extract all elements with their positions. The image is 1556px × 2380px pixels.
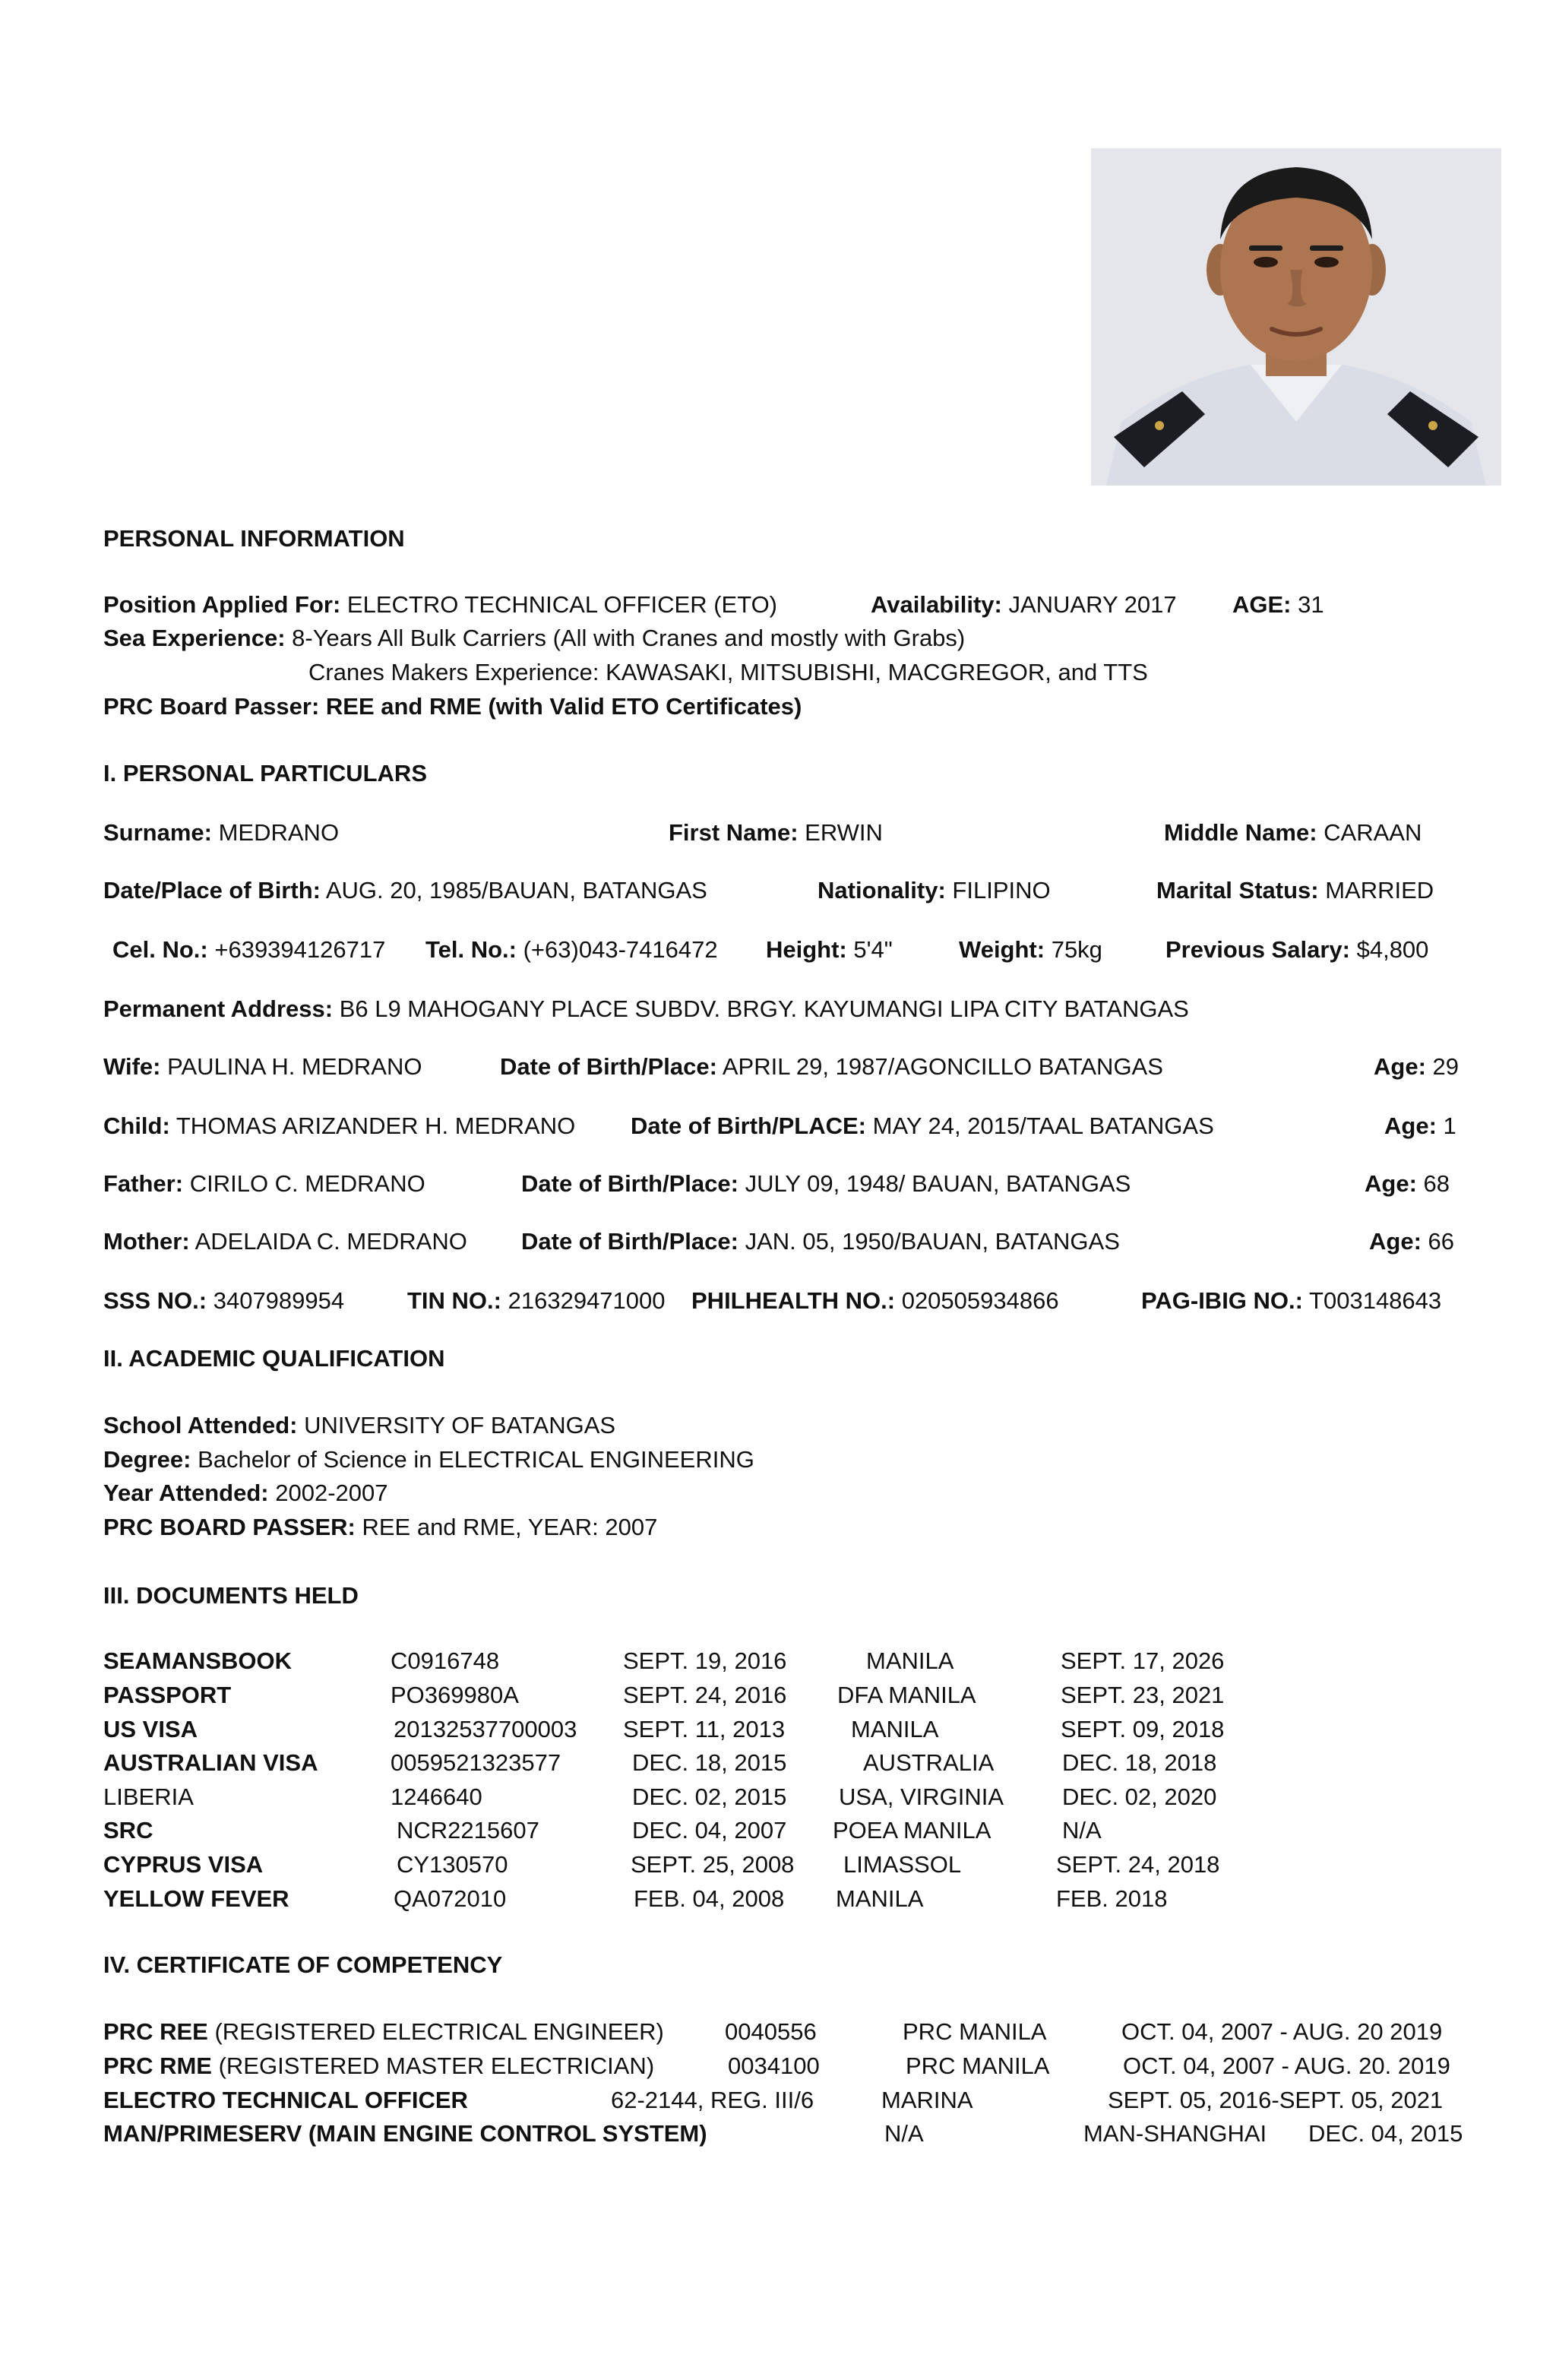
address-label: Permanent Address: [103,995,334,1022]
cel-row [112,938,385,961]
age-row [1232,593,1324,616]
mother-age-label: Age: [1369,1228,1422,1255]
child-age-row [1384,1114,1456,1138]
doc-place: USA, VIRGINIA [839,1783,1004,1810]
mother-label: Mother: [103,1228,190,1255]
wife-age-label: Age: [1374,1053,1426,1080]
marital-row [1156,878,1434,902]
child-dob-value: MAY 24, 2015/TAAL BATANGAS [872,1112,1214,1139]
doc-number: 1246640 [391,1783,482,1810]
doc-issued: DEC. 02, 2015 [632,1783,787,1810]
father-age-value: 68 [1423,1170,1450,1197]
availability-value: JANUARY 2017 [1008,591,1177,618]
wife-age-row [1374,1055,1459,1078]
wife-dob-label: Date of Birth/Place: [500,1053,717,1080]
dob-value: AUG. 20, 1985/BAUAN, BATANGAS [325,877,707,904]
child-age-value: 1 [1443,1112,1456,1139]
board-value: REE and RME, YEAR: 2007 [362,1514,658,1540]
first-name-row [669,821,883,844]
documents-heading: III. DOCUMENTS HELD [103,1582,359,1609]
tel-value: (+63)043-7416472 [523,936,718,963]
prc-board-label: PRC Board Passer: [103,693,320,720]
dob-row [103,878,707,902]
surname-row [103,821,339,844]
tel-label: Tel. No.: [425,936,517,963]
pagibig-row [1141,1289,1441,1312]
father-dob-label: Date of Birth/Place: [521,1170,738,1197]
doc-number: 0059521323577 [391,1749,561,1776]
doc-name: SEAMANSBOOK [103,1647,293,1674]
child-label: Child: [103,1112,170,1139]
doc-number: PO369980A [391,1682,519,1708]
cert-validity: OCT. 04, 2007 - AUG. 20. 2019 [1123,2052,1450,2079]
competency-heading: IV. CERTIFICATE OF COMPETENCY [103,1951,503,1978]
father-row [103,1172,425,1195]
child-dob-label: Date of Birth/PLACE: [631,1112,866,1139]
doc-name: SRC [103,1817,153,1844]
address-row [103,997,1189,1021]
year-value: 2002-2007 [275,1480,388,1506]
doc-number: 20132537700003 [394,1716,577,1742]
child-row [103,1114,575,1138]
doc-issued: SEPT. 19, 2016 [623,1647,787,1674]
sss-value: 3407989954 [213,1287,345,1314]
mother-age-value: 66 [1428,1228,1454,1255]
sea-experience-row [103,626,965,650]
cert-name: ELECTRO TECHNICAL OFFICER [103,2087,468,2113]
salary-row [1165,938,1428,961]
doc-name: PASSPORT [103,1682,232,1708]
dob-label: Date/Place of Birth: [103,877,321,904]
cert-name-row [103,2020,664,2043]
doc-expiry: N/A [1062,1817,1102,1844]
doc-expiry: DEC. 18, 2018 [1062,1749,1217,1776]
cert-validity: OCT. 04, 2007 - AUG. 20 2019 [1121,2018,1443,2045]
cert-number: 0034100 [728,2052,820,2079]
doc-name: US VISA [103,1716,198,1742]
mother-dob-value: JAN. 05, 1950/BAUAN, BATANGAS [745,1228,1120,1255]
first-name-value: ERWIN [805,819,883,846]
year-label: Year Attended: [103,1480,269,1506]
doc-issued: SEPT. 25, 2008 [631,1851,795,1878]
marital-label: Marital Status: [1156,877,1319,904]
tin-label: TIN NO.: [407,1287,501,1314]
doc-expiry: SEPT. 24, 2018 [1056,1851,1220,1878]
height-value: 5'4" [853,936,893,963]
mother-age-row [1369,1230,1454,1253]
doc-place: MANILA [851,1716,939,1742]
wife-label: Wife: [103,1053,161,1080]
sea-experience-label: Sea Experience: [103,625,286,651]
weight-value: 75kg [1051,936,1102,963]
middle-name-label: Middle Name: [1164,819,1317,846]
cert-name-row [103,2054,654,2078]
child-age-label: Age: [1384,1112,1437,1139]
personal-information-heading: PERSONAL INFORMATION [103,525,405,552]
surname-label: Surname: [103,819,212,846]
doc-issued: SEPT. 24, 2016 [623,1682,787,1708]
cert-number: N/A [884,2120,924,2147]
father-age-label: Age: [1365,1170,1417,1197]
degree-row [103,1448,754,1471]
doc-number: QA072010 [394,1885,507,1912]
father-age-row [1365,1172,1450,1195]
board-label: PRC BOARD PASSER: [103,1514,356,1540]
cert-name: PRC REE [103,2018,208,2045]
marital-value: MARRIED [1325,877,1434,904]
father-dob-row [521,1172,1131,1195]
weight-label: Weight: [959,936,1045,963]
salary-value: $4,800 [1356,936,1429,963]
doc-place: MANILA [866,1647,954,1674]
doc-expiry: SEPT. 23, 2021 [1061,1682,1225,1708]
mother-value: ADELAIDA C. MEDRANO [194,1228,467,1255]
doc-number: C0916748 [391,1647,500,1674]
doc-place: LIMASSOL [843,1851,962,1878]
wife-value: PAULINA H. MEDRANO [167,1053,422,1080]
child-value: THOMAS ARIZANDER H. MEDRANO [176,1112,576,1139]
doc-expiry: SEPT. 09, 2018 [1061,1716,1225,1742]
availability-label: Availability: [871,591,1002,618]
tin-row [407,1289,666,1312]
wife-dob-value: APRIL 29, 1987/AGONCILLO BATANGAS [722,1053,1163,1080]
doc-expiry: SEPT. 17, 2026 [1061,1647,1225,1674]
philhealth-value: 020505934866 [901,1287,1059,1314]
doc-number: CY130570 [397,1851,508,1878]
board-row [103,1515,657,1539]
mother-dob-label: Date of Birth/Place: [521,1228,738,1255]
address-value: B6 L9 MAHOGANY PLACE SUBDV. BRGY. KAYUMANGI LIPA CITY BATANGAS [339,995,1189,1022]
cert-validity: SEPT. 05, 2016-SEPT. 05, 2021 [1108,2087,1444,2113]
profile-photo [1091,148,1501,486]
cert-place: PRC MANILA [906,2052,1050,2079]
portrait-photo-icon [1091,148,1501,486]
position-value: ELECTRO TECHNICAL OFFICER (ETO) [346,591,778,618]
doc-issued: DEC. 04, 2007 [632,1817,787,1844]
particulars-heading: I. PERSONAL PARTICULARS [103,760,427,786]
wife-age-value: 29 [1432,1053,1459,1080]
father-value: CIRILO C. MEDRANO [189,1170,425,1197]
salary-label: Previous Salary: [1165,936,1350,963]
degree-label: Degree: [103,1446,191,1473]
height-label: Height: [766,936,847,963]
wife-dob-row [500,1055,1163,1078]
first-name-label: First Name: [669,819,799,846]
sss-row [103,1289,344,1312]
degree-value: Bachelor of Science in ELECTRICAL ENGINEERING [198,1446,754,1473]
cert-desc: (REGISTERED ELECTRICAL ENGINEER) [214,2018,664,2045]
nationality-value: FILIPINO [952,877,1051,904]
middle-name-row [1164,821,1422,844]
doc-issued: FEB. 04, 2008 [634,1885,785,1912]
doc-issued: SEPT. 11, 2013 [623,1716,786,1742]
sss-label: SSS NO.: [103,1287,207,1314]
cel-value: +639394126717 [214,936,386,963]
middle-name-value: CARAAN [1324,819,1422,846]
position-row [103,593,777,616]
cert-name: MAN/PRIMESERV (MAIN ENGINE CONTROL SYSTEM) [103,2120,707,2147]
philhealth-row [691,1289,1059,1312]
doc-issued: DEC. 18, 2015 [632,1749,787,1776]
doc-place: MANILA [836,1885,924,1912]
doc-name: CYPRUS VISA [103,1851,264,1878]
sea-experience-value: 8-Years All Bulk Carriers (All with Cranes and mostly with Grabs) [292,625,966,651]
prc-board-value: REE and RME (with Valid ETO Certificates) [325,693,802,720]
cert-number: 0040556 [725,2018,817,2045]
cranes-experience: Cranes Makers Experience: KAWASAKI, MITSUBISHI, MACGREGOR, and TTS [308,659,1148,685]
height-row [766,938,893,961]
doc-place: AUSTRALIA [863,1749,995,1776]
doc-name: YELLOW FEVER [103,1885,289,1912]
pagibig-value: T003148643 [1309,1287,1442,1314]
availability-row [871,593,1177,616]
position-label: Position Applied For: [103,591,341,618]
year-row [103,1481,388,1505]
doc-expiry: DEC. 02, 2020 [1062,1783,1217,1810]
doc-name: LIBERIA [103,1783,194,1810]
school-label: School Attended: [103,1412,298,1438]
cert-desc: (REGISTERED MASTER ELECTRICIAN) [218,2052,655,2079]
cert-place: PRC MANILA [903,2018,1047,2045]
cert-name: PRC RME [103,2052,212,2079]
philhealth-label: PHILHEALTH NO.: [691,1287,896,1314]
tel-row [425,938,718,961]
wife-row [103,1055,422,1078]
nationality-label: Nationality: [818,877,946,904]
school-row [103,1413,615,1437]
cert-place: MAN-SHANGHAI [1083,2120,1267,2147]
doc-number: NCR2215607 [397,1817,539,1844]
age-label: AGE: [1232,591,1292,618]
cel-label: Cel. No.: [112,936,208,963]
age-value: 31 [1298,591,1324,618]
child-dob-row [631,1114,1214,1138]
mother-row [103,1230,467,1253]
nationality-row [818,878,1051,902]
surname-value: MEDRANO [218,819,340,846]
pagibig-label: PAG-IBIG NO.: [1141,1287,1303,1314]
doc-place: POEA MANILA [833,1817,991,1844]
doc-place: DFA MANILA [837,1682,976,1708]
prc-board-row [103,695,802,718]
tin-value: 216329471000 [508,1287,666,1314]
cert-place: MARINA [881,2087,973,2113]
doc-name: AUSTRALIAN VISA [103,1749,318,1776]
doc-expiry: FEB. 2018 [1056,1885,1168,1912]
cert-validity: DEC. 04, 2015 [1308,2120,1463,2147]
mother-dob-row [521,1230,1120,1253]
father-dob-value: JULY 09, 1948/ BAUAN, BATANGAS [745,1170,1131,1197]
school-value: UNIVERSITY OF BATANGAS [304,1412,616,1438]
weight-row [959,938,1102,961]
father-label: Father: [103,1170,184,1197]
academic-heading: II. ACADEMIC QUALIFICATION [103,1345,445,1372]
cert-number: 62-2144, REG. III/6 [611,2087,814,2113]
